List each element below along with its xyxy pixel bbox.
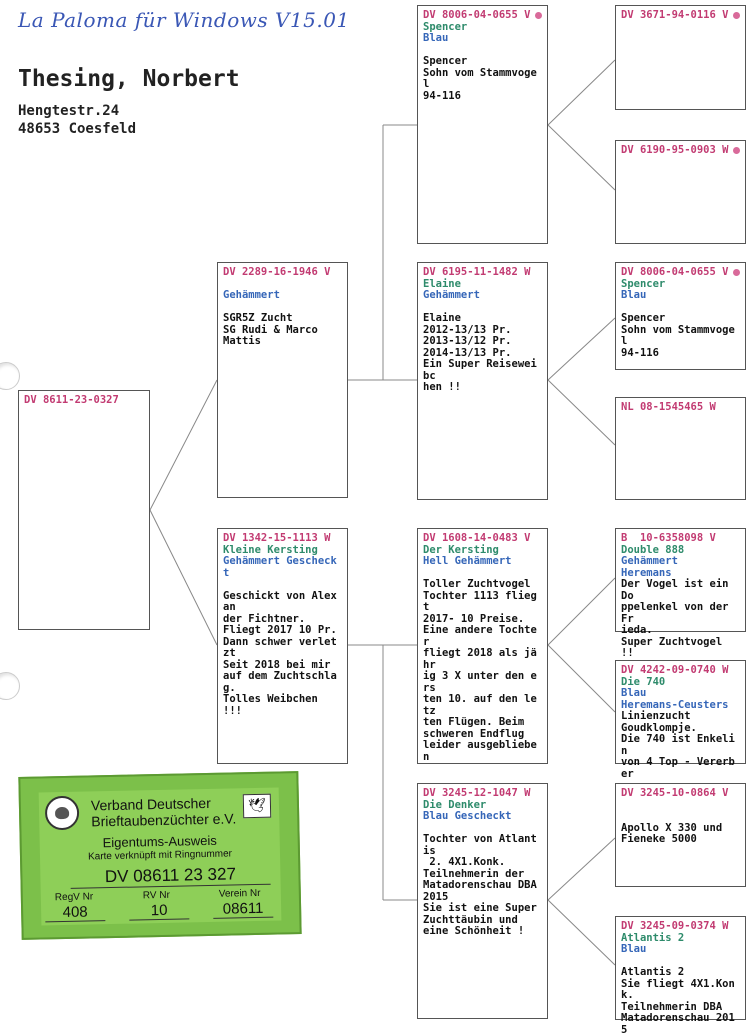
status-dot-icon: [733, 269, 740, 276]
ring-number: DV 3245-10-0864 V: [621, 787, 729, 799]
note-line: leider ausgeblieben: [423, 739, 537, 763]
connector-line: [548, 578, 615, 645]
ring-number: B 10-6358098 V: [621, 532, 716, 544]
note-line: Fieneke 5000: [621, 833, 697, 845]
pigeon-color: Blau: [621, 687, 647, 699]
ring-number: NL 08-1545465 W: [621, 401, 716, 413]
owner-city: 48653 Coesfeld: [18, 121, 137, 137]
pedigree-ff-mother[interactable]: [615, 140, 746, 244]
note-line: Fliegt 2017 10 Pr.: [223, 624, 337, 636]
owner-street: Hengtestr.24: [18, 103, 120, 119]
pedigree-father-father[interactable]: [417, 5, 548, 244]
note-line: Sie fliegt 4X1.Konk.: [621, 977, 735, 1001]
note-line: Spencer: [621, 312, 666, 324]
pigeon-name: Spencer: [423, 20, 468, 33]
pigeon-color: Blau Gescheckt: [423, 810, 512, 822]
ownership-card: [18, 771, 301, 940]
ring-number: DV 4242-09-0740 W: [621, 664, 729, 676]
status-dot-icon: [535, 12, 542, 19]
pedigree-ff-father[interactable]: [615, 5, 746, 110]
pedigree-father[interactable]: [217, 262, 348, 498]
pedigree-mf-father[interactable]: [615, 528, 746, 659]
owner-name: Thesing, Norbert: [18, 66, 240, 92]
ring-number: DV 8611-23-0327: [24, 394, 119, 406]
note-line: 94-116: [621, 346, 659, 359]
note-line: ten Flügen. Beim: [423, 716, 525, 728]
ring-number: DV 6195-11-1482 W: [423, 266, 531, 278]
note-line: fliegt 2018 als jähr: [423, 647, 537, 671]
pigeon-name: Die 740: [621, 675, 666, 688]
ring-number: DV 3671-94-0116 V: [621, 9, 729, 21]
pedigree-fm-father[interactable]: [615, 262, 746, 370]
card-title: Eigentums-Ausweis: [102, 832, 217, 851]
card-value-verein: 08611: [213, 900, 273, 919]
note-line: Eine andere Tochter: [423, 624, 537, 648]
pedigree-mf-mother[interactable]: [615, 660, 746, 780]
connector-line: [548, 838, 615, 900]
note-line: eine Schönheit !: [423, 925, 525, 937]
note-line: Tolles Weibchen !!!: [223, 693, 325, 717]
ring-number: DV 3245-09-0374 W: [621, 920, 729, 932]
note-line: Mattis: [223, 335, 261, 347]
note-line: 94-116: [423, 89, 461, 102]
pigeon-name: Der Kersting: [423, 543, 499, 556]
pedigree-mother-father[interactable]: [417, 528, 548, 764]
note-line: Linienzucht: [621, 710, 691, 722]
ring-number: DV 2289-16-1946 V: [223, 266, 331, 278]
note-line: Apollo X 330 und: [621, 821, 723, 834]
card-label-verein: Verein Nr: [218, 887, 261, 900]
pedigree-mother[interactable]: [217, 528, 348, 764]
connector-line: [548, 900, 615, 965]
ownership-card-body: [39, 788, 282, 926]
card-value-regv: 408: [45, 903, 105, 922]
note-line: 2013-13/12 Pr.: [423, 335, 512, 347]
pigeon-color: Gehämmert: [621, 555, 678, 567]
card-organization-line2: Brieftaubenzüchter e.V.: [91, 810, 237, 830]
note-line: hen !!: [423, 381, 461, 393]
connector-line: [548, 380, 615, 445]
note-line: Spencer: [423, 55, 468, 67]
pigeon-name: Spencer: [621, 277, 666, 290]
pigeon-color: Gehämmert Gescheckt: [223, 555, 337, 579]
pedigree-subject[interactable]: [18, 390, 150, 630]
ring-number: DV 1608-14-0483 V: [423, 532, 531, 544]
pedigree-mm-mother[interactable]: [615, 916, 746, 1036]
note-line: SG Rudi & Marco: [223, 323, 318, 336]
note-line: Geschickt von Alexan: [223, 589, 337, 613]
pigeon-color: Gehämmert: [223, 289, 280, 301]
pigeon-color: Hell Gehämmert: [423, 555, 512, 567]
card-ring-number: DV 08611 23 327: [70, 864, 270, 889]
note-line: Tochter von Atlantis: [423, 833, 537, 857]
note-line: Matadorenschau DBA: [423, 879, 537, 891]
note-line: 2. 4X1.Konk.: [423, 856, 506, 868]
note-line: Sohn vom Stammvogel: [621, 323, 735, 347]
note-line: 2015: [423, 890, 449, 903]
note-line: auf dem Zuchtschlag.: [223, 670, 337, 694]
note-line: Sohn vom Stammvogel: [423, 66, 537, 90]
connector-line: [150, 510, 217, 645]
note-line: schweren Endflug: [423, 727, 525, 740]
pigeon-name: Kleine Kersting: [223, 543, 318, 556]
note-line: Dann schwer verletzt: [223, 635, 337, 659]
note-line: Super Zuchtvogel !!: [621, 635, 729, 659]
note-line: Atlantis 2: [621, 966, 685, 978]
card-label-rv: RV Nr: [142, 889, 170, 902]
ring-number: DV 8006-04-0655 V: [621, 266, 729, 278]
note-line: von 4 Top - Vererber: [621, 756, 735, 780]
pigeon-color: Gehämmert: [423, 289, 480, 301]
note-line: 2017- 10 Preise.: [423, 612, 525, 625]
note-line: 2012-13/13 Pr.: [423, 323, 512, 336]
card-value-rv: 10: [129, 901, 189, 920]
connector-line: [548, 125, 615, 190]
ring-number: DV 8006-04-0655 V: [423, 9, 531, 21]
note-line: Toller Zuchtvogel: [423, 578, 531, 590]
pigeon-name: Double 888: [621, 543, 685, 556]
note-line: Sie ist eine Super: [423, 902, 537, 914]
note-line: Elaine: [423, 312, 461, 324]
note-line: Goudklompje.: [621, 721, 697, 734]
note-line: ppelenkel von der Fr: [621, 601, 735, 625]
card-organization-line1: Verband Deutscher: [90, 794, 211, 814]
note-line: Teilnehmerin DBA: [621, 1000, 723, 1013]
note-line: ig 3 X unter den ers: [423, 670, 537, 694]
note-line: Teilnehmerin der: [423, 867, 525, 880]
note-line: 2014-13/13 Pr.: [423, 346, 512, 359]
ring-number: DV 3245-12-1047 W: [423, 787, 531, 799]
pedigree-mm-father[interactable]: [615, 783, 746, 887]
ring-number: DV 6190-95-0903 W: [621, 144, 729, 156]
note-line: ieda.: [621, 624, 653, 636]
pigeon-icon: 🕊: [243, 794, 271, 819]
association-logo-icon: [45, 796, 80, 831]
status-dot-icon: [733, 12, 740, 19]
card-label-regv: RegV Nr: [54, 891, 94, 904]
pigeon-name: Die Denker: [423, 798, 487, 811]
connector-line: [548, 60, 615, 125]
pigeon-color: Blau: [423, 32, 449, 44]
pigeon-color: Blau: [621, 943, 647, 955]
card-subtitle: Karte verknüpft mit Ringnummer: [87, 848, 233, 863]
note-line: der Fichtner.: [223, 612, 306, 625]
note-line: ten 10. auf den letz: [423, 693, 537, 717]
note-line: Tochter 1113 fliegt: [423, 589, 537, 613]
note-line: Ein Super Reiseweibc: [423, 358, 537, 382]
pedigree-fm-mother[interactable]: [615, 397, 746, 500]
status-dot-icon: [733, 147, 740, 154]
note-line: Zuchttäubin und: [423, 913, 518, 926]
pedigree-mother-mother[interactable]: [417, 783, 548, 1019]
note-line: Seit 2018 bei mir: [223, 658, 331, 671]
breeder-name: Heremans: [621, 566, 672, 579]
pigeon-name: Atlantis 2: [621, 931, 685, 944]
connector-line: [150, 380, 217, 510]
connector-line: [548, 318, 615, 380]
note-line: Die 740 ist Enkelin: [621, 733, 735, 757]
note-line: Der Vogel ist ein Do: [621, 578, 735, 602]
note-line: SGR5Z Zucht: [223, 312, 293, 324]
pedigree-father-mother[interactable]: [417, 262, 548, 500]
pigeon-name: Elaine: [423, 277, 461, 290]
ring-number: DV 1342-15-1113 W: [223, 532, 331, 544]
breeder-name: Heremans-Ceusters: [621, 698, 729, 711]
app-title: La Paloma für Windows V15.01: [18, 8, 350, 32]
connector-line: [548, 645, 615, 712]
note-line: Matadorenschau 2015: [621, 1012, 735, 1036]
pigeon-color: Blau: [621, 289, 647, 301]
